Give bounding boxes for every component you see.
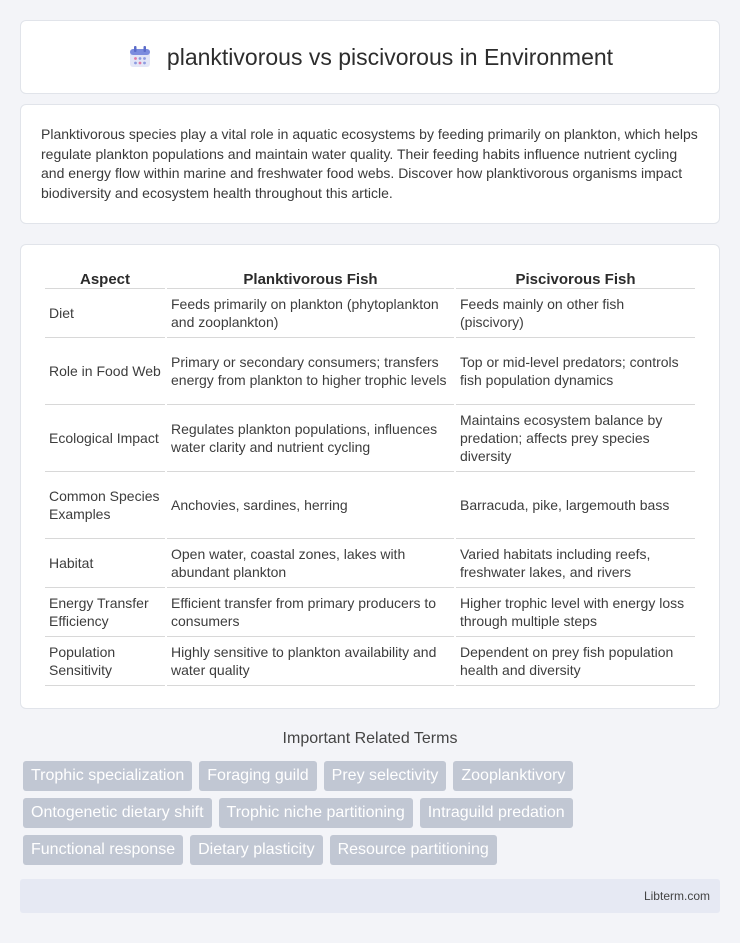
related-term-tag[interactable]: Trophic niche partitioning [219,798,413,828]
table-row [45,289,695,338]
table-header-row [45,265,695,289]
table-row [45,588,695,637]
table-row [45,405,695,472]
row-planktivorous: Anchovies, sardines, herring [167,472,454,539]
header-piscivorous: Piscivorous Fish [456,265,695,289]
row-aspect: Habitat [45,539,165,588]
header-aspect: Aspect [45,265,165,289]
comparison-table [43,265,697,686]
tag-row [23,798,723,828]
related-term-tag[interactable]: Foraging guild [199,761,316,791]
tag-row [23,761,723,791]
comparison-table-card [20,244,720,709]
row-planktivorous: Highly sensitive to plankton availability and water quality [167,637,454,686]
related-term-tag[interactable]: Ontogenetic dietary shift [23,798,212,828]
footer [20,879,720,913]
table-row [45,338,695,405]
row-aspect: Role in Food Web [45,338,165,405]
calendar-icon [127,44,153,70]
header-planktivorous: Planktivorous Fish [167,265,454,289]
row-piscivorous: Varied habitats including reefs, freshwater lakes, and rivers [456,539,695,588]
related-term-tag[interactable]: Dietary plasticity [190,835,322,865]
related-terms-list [23,761,723,872]
title-card [20,20,720,94]
row-aspect: Population Sensitivity [45,637,165,686]
footer-brand-link[interactable]: Libterm.com [643,889,710,903]
row-planktivorous: Primary or secondary consumers; transfers energy from plankton to higher trophic levels [167,338,454,405]
row-planktivorous: Regulates plankton populations, influences water clarity and nutrient cycling [167,405,454,472]
intro-text: Planktivorous species play a vital role in aquatic ecosystems by feeding primarily on plankton, which helps regulate plankton populations and maintain water quality. Their feeding habits influence nutrient cycling and energy flow within marine and freshwater food webs. Discover how planktivorous organisms impact biodiversity and ecosystem health throughout this article. [41,126,698,201]
related-term-tag[interactable]: Functional response [23,835,183,865]
row-piscivorous: Top or mid-level predators; controls fish population dynamics [456,338,695,405]
row-piscivorous: Higher trophic level with energy loss through multiple steps [456,588,695,637]
row-aspect: Common Species Examples [45,472,165,539]
row-planktivorous: Efficient transfer from primary producers to consumers [167,588,454,637]
row-planktivorous: Feeds primarily on plankton (phytoplankton and zooplankton) [167,289,454,338]
row-aspect: Diet [45,289,165,338]
table-row [45,472,695,539]
related-terms-title: Important Related Terms [282,730,458,747]
intro-card [20,104,720,224]
row-piscivorous: Feeds mainly on other fish (piscivory) [456,289,695,338]
row-piscivorous: Dependent on prey fish population health and diversity [456,637,695,686]
table-row [45,539,695,588]
tag-row [23,835,723,865]
related-term-tag[interactable]: Trophic specialization [23,761,192,791]
row-planktivorous: Open water, coastal zones, lakes with abundant plankton [167,539,454,588]
page-title: planktivorous vs piscivorous in Environment [166,43,614,70]
row-aspect: Energy Transfer Efficiency [45,588,165,637]
row-piscivorous: Barracuda, pike, largemouth bass [456,472,695,539]
related-term-tag[interactable]: Resource partitioning [330,835,497,865]
row-aspect: Ecological Impact [45,405,165,472]
row-piscivorous: Maintains ecosystem balance by predation; affects prey species diversity [456,405,695,472]
related-term-tag[interactable]: Prey selectivity [324,761,447,791]
table-row [45,637,695,686]
related-term-tag[interactable]: Zooplanktivory [453,761,573,791]
related-term-tag[interactable]: Intraguild predation [420,798,573,828]
